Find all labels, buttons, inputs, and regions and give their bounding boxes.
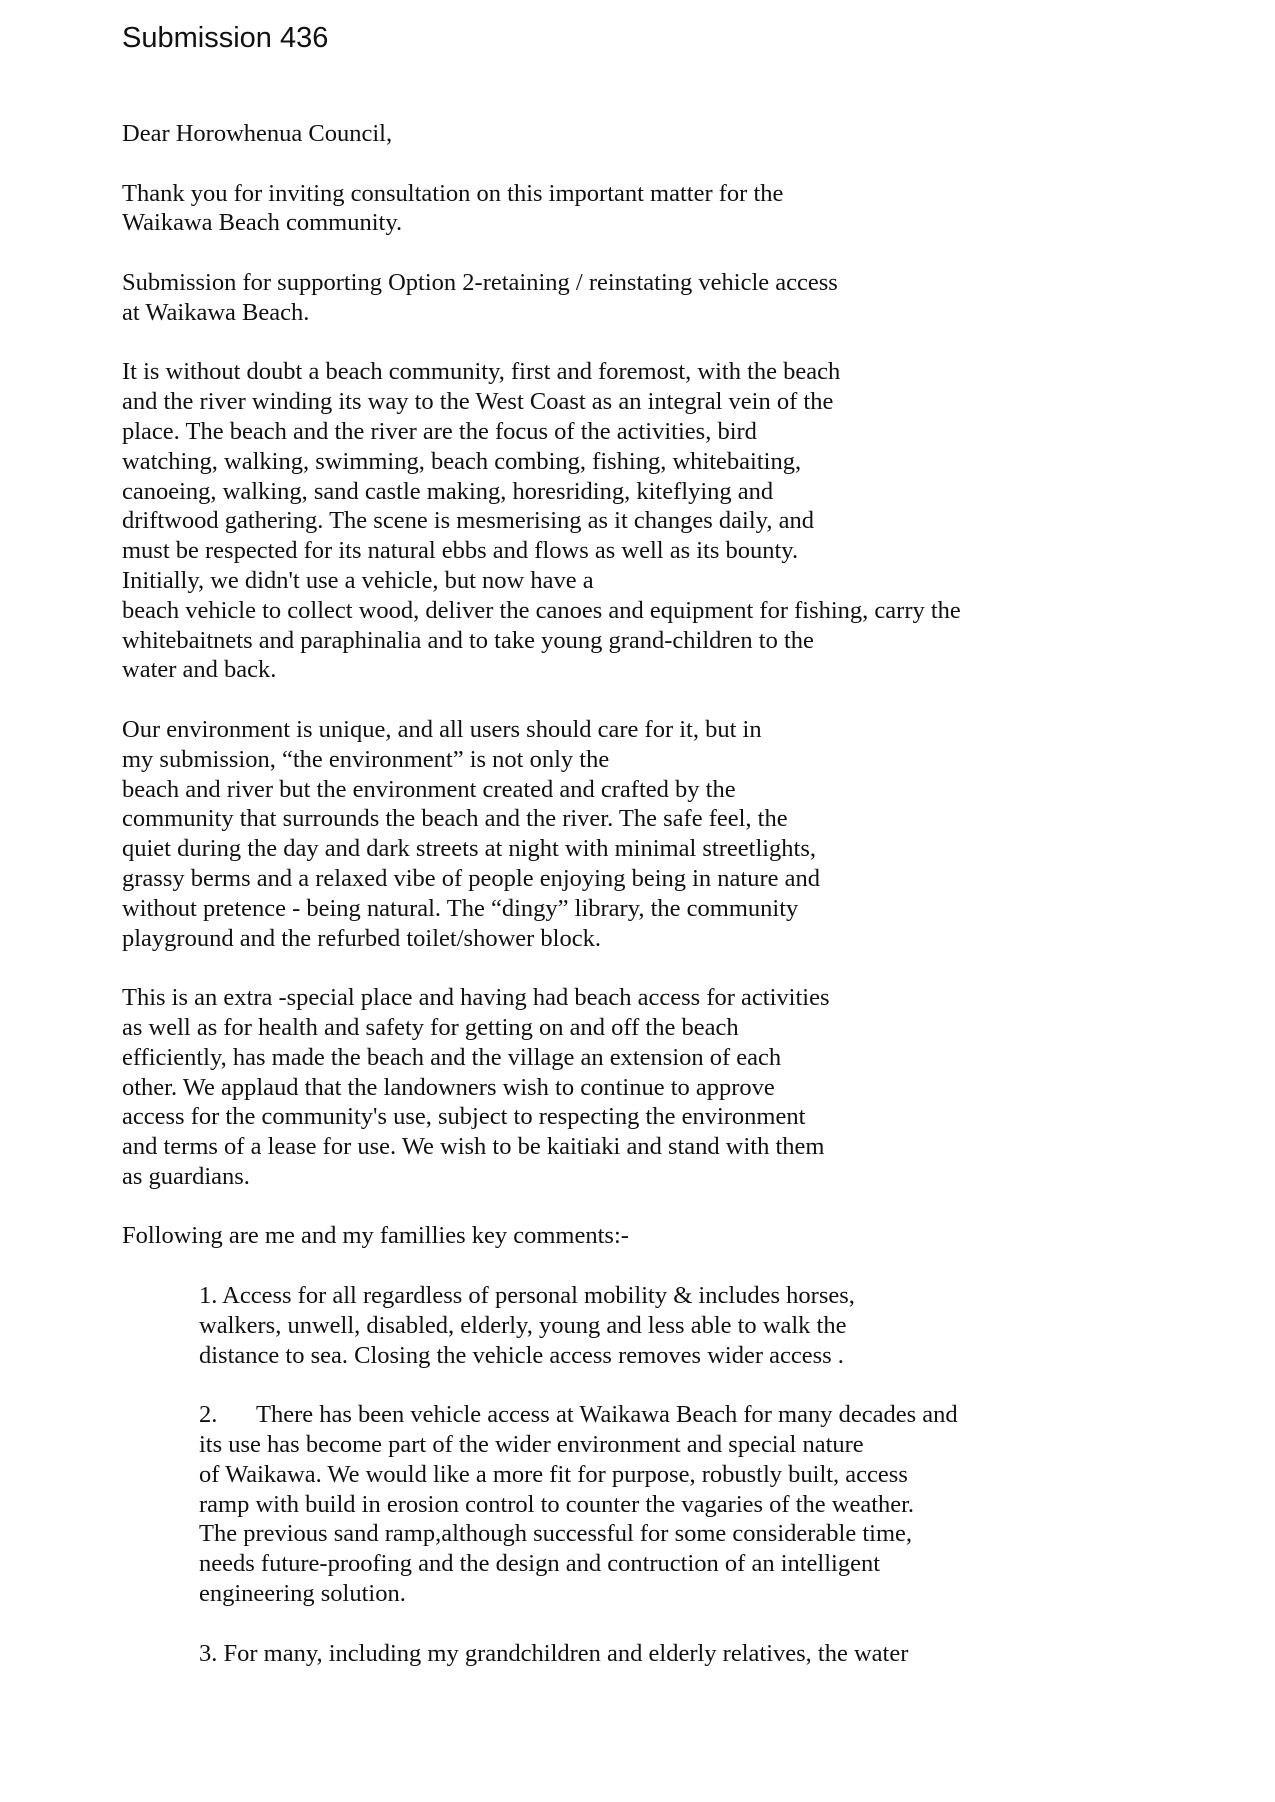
text-line: playground and the refurbed toilet/shower block. xyxy=(122,924,601,952)
text-line: driftwood gathering. The scene is mesmerising as it changes daily, and xyxy=(122,507,814,535)
paragraph-2 xyxy=(122,268,1222,328)
comment-2-number: 2. xyxy=(199,1401,218,1429)
paragraph-4 xyxy=(122,715,1222,953)
text-line: without pretence - being natural. The “dingy” library, the community xyxy=(122,894,799,922)
text-line: community that surrounds the beach and the river. The safe feel, the xyxy=(122,805,788,833)
text-line: at Waikawa Beach. xyxy=(122,298,310,326)
text-line: canoeing, walking, sand castle making, horesriding, kiteflying and xyxy=(122,477,774,505)
comment-3: 3. For many, including my grandchildren and elderly relatives, the water xyxy=(199,1639,909,1667)
paragraph-3 xyxy=(122,357,1222,685)
text-line: This is an extra -special place and having had beach access for activities xyxy=(122,984,830,1012)
comment-1: 1. Access for all regardless of personal mobility & includes horses, walkers, unwell, disabled, elderly, young and less able to walk the distance to sea. Closing the vehicle access removes wider access . xyxy=(199,1282,855,1369)
salutation: Dear Horowhenua Council, xyxy=(122,120,393,147)
text-line: watching, walking, swimming, beach combing, fishing, whitebaiting, xyxy=(122,447,802,475)
text-line: other. We applaud that the landowners wish to continue to approve xyxy=(122,1073,775,1101)
text-line: access for the community's use, subject to respecting the environment xyxy=(122,1103,806,1131)
paragraph-1 xyxy=(122,179,1222,239)
text-line: place. The beach and the river are the focus of the activities, bird xyxy=(122,417,757,445)
text-line: beach vehicle to collect wood, deliver the canoes and equipment for fishing, carry the xyxy=(122,596,961,624)
text-line: quiet during the day and dark streets at night with minimal streetlights, xyxy=(122,835,817,863)
text-line: Waikawa Beach community. xyxy=(122,209,403,237)
text-line: Initially, we didn't use a vehicle, but now have a xyxy=(122,566,594,594)
comment-2: 2. There has been vehicle access at Waikawa Beach for many decades and its use has become part of the wider environment and special nature of Waikawa. We would like a more fit for purpose, robustly built, access ramp with build in erosion control to counter the vagaries of the weather. The previous sand ramp,although successful for some considerable time, needs future-proofing and the design and contruction of an intelligent engineering solution. xyxy=(199,1401,958,1608)
paragraph-6 xyxy=(122,1221,1222,1251)
text-line: whitebaitnets and paraphinalia and to take young grand-children to the xyxy=(122,626,814,654)
paragraph-5 xyxy=(122,983,1222,1192)
text-line: Submission for supporting Option 2-retaining / reinstating vehicle access xyxy=(122,268,838,296)
page-header: Submission 436 xyxy=(122,22,329,54)
text-line: Our environment is unique, and all users should care for it, but in xyxy=(122,715,762,743)
text-line: efficiently, has made the beach and the village an extension of each xyxy=(122,1043,782,1071)
text-line: water and back. xyxy=(122,656,277,684)
text-line: and the river winding its way to the West Coast as an integral vein of the xyxy=(122,388,834,416)
text-line: must be respected for its natural ebbs and flows as well as its bounty. xyxy=(122,537,799,565)
text-line: beach and river but the environment created and crafted by the xyxy=(122,775,736,803)
text-line: my submission, “the environment” is not only the xyxy=(122,745,610,773)
text-line: as well as for health and safety for getting on and off the beach xyxy=(122,1013,739,1041)
text-line: Following are me and my famillies key comments:- xyxy=(122,1222,629,1250)
text-line: Thank you for inviting consultation on this important matter for the xyxy=(122,179,784,207)
text-line: and terms of a lease for use. We wish to be kaitiaki and stand with them xyxy=(122,1133,825,1161)
comments-list xyxy=(122,1281,1222,1668)
letter-paragraphs xyxy=(122,179,1222,1252)
text-line: It is without doubt a beach community, first and foremost, with the beach xyxy=(122,358,841,386)
letter-body xyxy=(122,119,1222,1698)
text-line: grassy berms and a relaxed vibe of people enjoying being in nature and xyxy=(122,864,821,892)
text-line: as guardians. xyxy=(122,1162,250,1190)
